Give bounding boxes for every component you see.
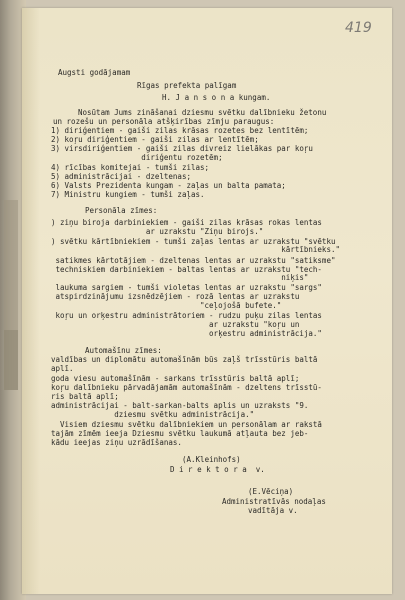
salutation: Augsti godājamam <box>58 68 131 77</box>
signature-name: (E.Vēciņa) <box>248 487 294 496</box>
car-line: kādu ieejas ziņu uzrādīšanas. <box>51 438 182 447</box>
signature-title: D i r e k t o r a v. <box>170 465 265 474</box>
car-line: tajām zīmēm ieeja Dziesmu svētku laukumā atļauta bez jeb- <box>51 429 309 438</box>
personnel-line: ) svētku kārtībniekiem - tumši zaļas lentas ar uzrakstu "svētku <box>51 237 336 246</box>
section-heading: Automašīnu zīmes: <box>85 346 162 355</box>
car-line: administrācijai - balt-sarkan-balts aplis un uzraksts "9. <box>51 401 309 410</box>
signature-title: vadītāja v. <box>248 506 298 515</box>
signature-name: (A.Kleinhofs) <box>182 455 241 464</box>
signature-title: Administratīvās nodaļas <box>222 497 326 506</box>
personnel-line: "ceļojošā bufete." <box>51 301 282 310</box>
personnel-line: kārtībnieks." <box>51 245 340 254</box>
car-line: koŗu dalībnieku pārvadājamām automašīnām - dzeltens trīsstū- <box>51 383 322 392</box>
personnel-line: techniskiem darbiniekiem - baltas lentas ar uzrakstu "tech- <box>51 265 322 274</box>
personnel-line: orķestru administrācija." <box>51 329 322 338</box>
handwritten-page-number: 419 <box>345 20 372 36</box>
personnel-line: ar uzrakstu "koŗu un <box>51 320 300 329</box>
personnel-line: niķis" <box>51 273 309 282</box>
personnel-line: laukuma sargiem - tumši violetas lentas ar uzrakstu "sargs" <box>51 283 322 292</box>
personnel-line: ) ziņu biroja darbiniekiem - gaiši zilas krāsas rokas lentas <box>51 218 322 227</box>
personnel-line: ar uzrakstu "Ziņu birojs." <box>51 227 264 236</box>
addressee-line: Rīgas prefekta palīgam <box>137 81 237 90</box>
badge-line: 6) Valsts Prezidenta kungam - zaļas un balta pamata; <box>51 181 286 190</box>
addressee-line: H. J a n s o n a kungam. <box>162 93 271 102</box>
personnel-line: satikmes kārtotājiem - dzeltenas lentas ar uzrakstu "satiksme" <box>51 256 336 265</box>
personnel-line: atspirdzinājumu izsnēdzējiem - rozā lentas ar uzrakstu <box>51 292 300 301</box>
binding-tear <box>4 330 18 390</box>
car-line: goda viesu automašīnām - sarkans trīsstūris baltā aplī; <box>51 374 300 383</box>
badge-line: 4) rīcības komitejai - tumši zilas; <box>51 163 210 172</box>
badge-line: 5) administrācijai - dzeltenas; <box>51 172 191 181</box>
badge-line: 2) koŗu diriģentiem - gaiši zilas ar lentītēm; <box>51 135 259 144</box>
car-line: ris baltā aplī; <box>51 392 119 401</box>
intro-line: Nosūtam Jums zināšanai dziesmu svētku dalībnieku žetonu <box>78 108 327 117</box>
car-line: Visiem dziesmu svētku dalībniekiem un personālam ar rakstā <box>51 420 322 429</box>
section-heading: Personāla zīmes: <box>85 206 158 215</box>
badge-line: 7) Ministru kungiem - tumši zaļas. <box>51 190 205 199</box>
page-edge-shading <box>22 8 40 594</box>
badge-line: 3) virsdiriģentiem - gaiši zilas divreiz lielākas par koŗu <box>51 144 313 153</box>
badge-line: diriģentu rozetēm; <box>51 153 223 162</box>
car-line: aplī. <box>51 364 74 373</box>
badge-line: 1) diriģentiem - gaiši zilas krāsas rozetes bez lentītēm; <box>51 126 309 135</box>
personnel-line: koŗu un orķestru administrātoriem - rudzu puķu zilas lentas <box>51 311 322 320</box>
intro-line: un rozešu un personāla atšķirības zīmju paraugus: <box>53 117 275 126</box>
car-line: valdības un diplomātu automašīnām būs zaļš trīsstūris baltā <box>51 355 318 364</box>
car-line: dziesmu svētku administrācija." <box>51 410 255 419</box>
document-page <box>22 8 392 594</box>
